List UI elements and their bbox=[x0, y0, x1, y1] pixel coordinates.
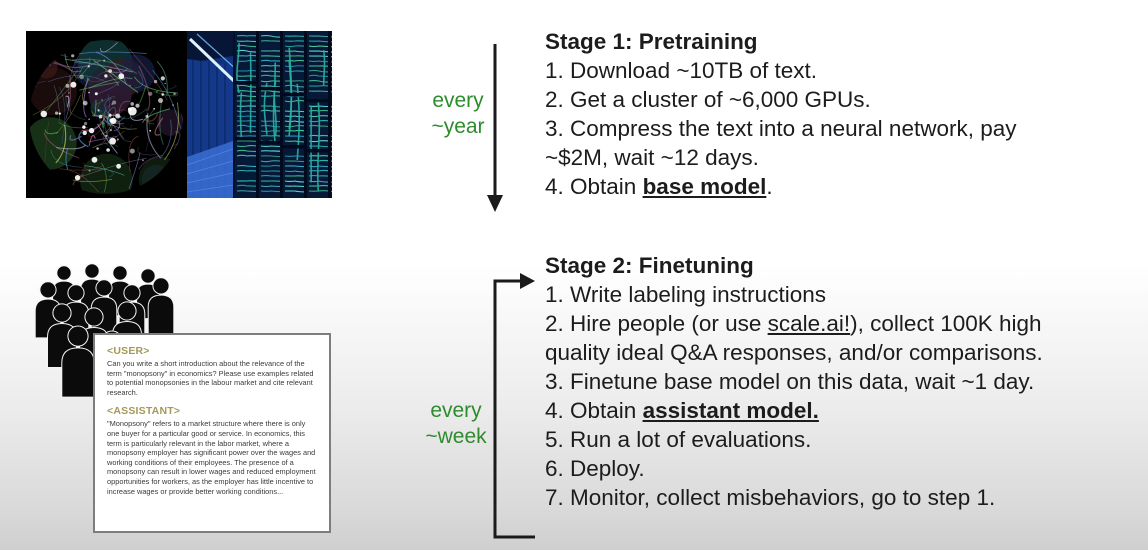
stage1-steps bbox=[545, 56, 1145, 201]
assistant-text: "Monopsony" refers to a market structure where there is only one buyer for a particular good or service. In economics, this term is particularly relevant in the labor market, where a monopsony employer has significant power over the wages and working conditions of their employees. The presence of a monopsony can result in lower wages and reduced employment opportunities for workers, as the employer has little incentive to increase wages or provide better working conditions... bbox=[107, 419, 316, 496]
arrow-head-down-icon bbox=[487, 195, 503, 212]
stage1-panel bbox=[545, 27, 1145, 201]
user-text: Can you write a short introduction about the relevance of the term "monopsony" in economics? Please use examples related to potential monopsonies in the labour market and cite relevant research. bbox=[107, 359, 314, 397]
user-tag: <USER> bbox=[107, 345, 150, 357]
text-segment: 2. Get a cluster of ~6,000 GPUs. bbox=[545, 87, 871, 112]
text-segment: 2. Hire people (or use bbox=[545, 311, 768, 336]
step-line bbox=[545, 280, 1145, 309]
stage2-panel bbox=[545, 251, 1145, 512]
stage2-steps bbox=[545, 280, 1145, 512]
text-segment: ), collect 100K high bbox=[850, 311, 1042, 336]
scale-ai-link[interactable]: scale.ai! bbox=[767, 311, 851, 336]
text-segment: assistant model. bbox=[642, 398, 819, 423]
cadence-week-line1: every bbox=[430, 399, 482, 422]
arrow-head-right-icon bbox=[520, 273, 535, 289]
text-segment: base model bbox=[642, 174, 767, 199]
step-line bbox=[545, 172, 1145, 201]
text-segment: 5. Run a lot of evaluations. bbox=[545, 427, 812, 452]
step-line bbox=[545, 309, 1145, 338]
cadence-year-line1: every bbox=[432, 89, 484, 112]
internet-map-image bbox=[26, 31, 187, 198]
step-line bbox=[545, 425, 1145, 454]
stage2-title: Stage 2: Finetuning bbox=[545, 253, 754, 278]
step-line bbox=[545, 56, 1145, 85]
text-segment: 6. Deploy. bbox=[545, 456, 645, 481]
text-segment: 4. Obtain bbox=[545, 174, 643, 199]
step-line bbox=[545, 483, 1145, 512]
text-segment: . bbox=[766, 174, 773, 199]
step-line bbox=[545, 114, 1145, 143]
step-line bbox=[545, 85, 1145, 114]
pretraining-images bbox=[26, 31, 332, 198]
step-line bbox=[545, 396, 1145, 425]
text-segment: 1. Write labeling instructions bbox=[545, 282, 826, 307]
step-line bbox=[545, 367, 1145, 396]
cadence-label-year bbox=[423, 88, 493, 140]
step-line bbox=[545, 454, 1145, 483]
text-segment: 3. Finetune base model on this data, wait ~1 day. bbox=[545, 369, 1035, 394]
stage1-title: Stage 1: Pretraining bbox=[545, 29, 758, 54]
gpu-cluster-image bbox=[187, 31, 332, 198]
arrow-shaft bbox=[495, 281, 535, 537]
text-segment: 4. Obtain bbox=[545, 398, 643, 423]
assistant-tag: <ASSISTANT> bbox=[107, 405, 181, 418]
step-line bbox=[545, 143, 1145, 172]
text-segment: 3. Compress the text into a neural network, pay bbox=[545, 116, 1017, 141]
text-segment: 1. Download ~10TB of text. bbox=[545, 58, 818, 83]
qa-transcript-document bbox=[93, 333, 331, 533]
cadence-year-line2: ~year bbox=[431, 115, 485, 138]
text-segment: ~$2M, wait ~12 days. bbox=[545, 145, 759, 170]
text-segment: quality ideal Q&A responses, and/or comparisons. bbox=[545, 340, 1043, 365]
text-segment: 7. Monitor, collect misbehaviors, go to step 1. bbox=[545, 485, 996, 510]
cadence-label-week bbox=[418, 398, 494, 450]
step-line bbox=[545, 338, 1145, 367]
cadence-week-line2: ~week bbox=[425, 425, 487, 448]
